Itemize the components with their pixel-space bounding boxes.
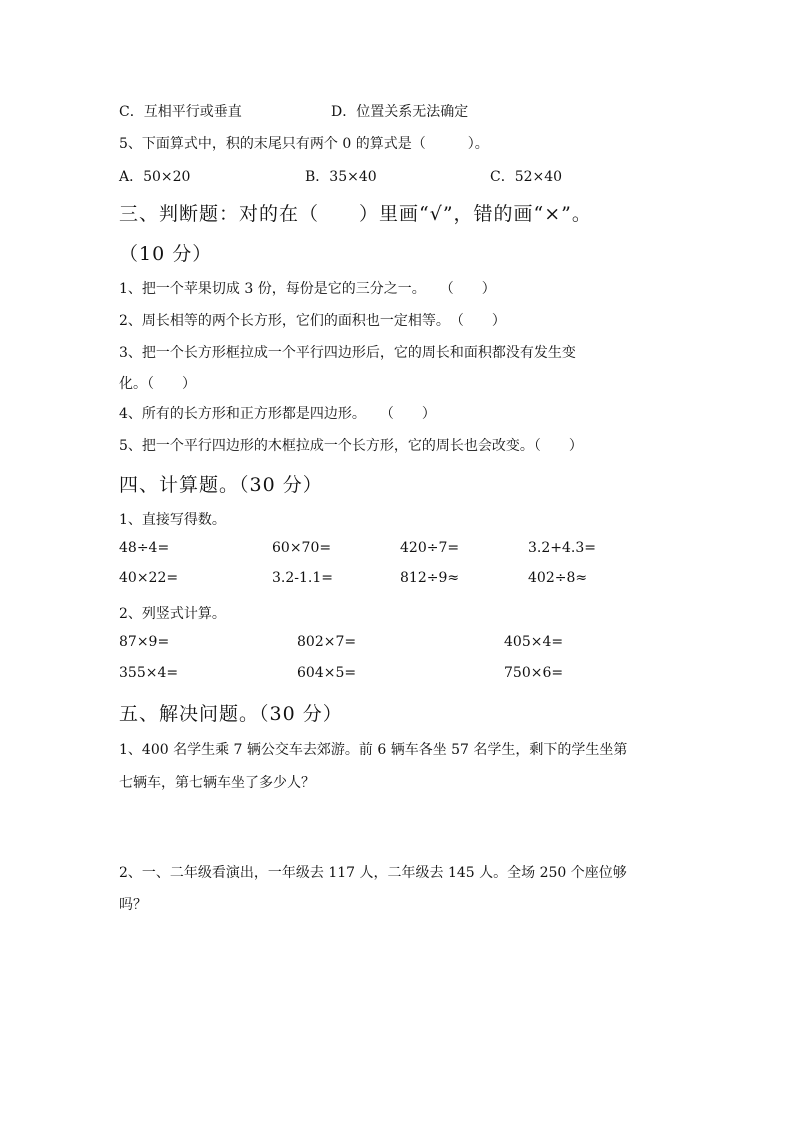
- calc-item: 812÷9≈: [400, 570, 460, 586]
- section4-heading: 四、计算题。（30 分）: [119, 474, 323, 496]
- judge-item-5: 5、把一个平行四边形的木框拉成一个长方形，它的周长也会改变。（ ）: [119, 438, 583, 454]
- section5-heading: 五、解决问题。（30 分）: [119, 703, 343, 725]
- q4-option-d: D．位置关系无法确定: [331, 104, 469, 120]
- calc-item: 60×70=: [272, 540, 332, 556]
- q5-option-c: C．52×40: [490, 169, 563, 185]
- calc-item: 48÷4=: [119, 540, 170, 556]
- judge-item-3-cont: 化。（ ）: [119, 376, 196, 392]
- vertical-calc-item: 355×4=: [119, 665, 179, 681]
- problem-1-line-2: 七辆车，第七辆车坐了多少人？: [119, 775, 315, 791]
- judge-item-4: 4、所有的长方形和正方形都是四边形。 （ ）: [119, 406, 436, 422]
- q5-option-b: B．35×40: [305, 169, 377, 185]
- judge-item-3: 3、把一个长方形框拉成一个平行四边形后，它的周长和面积都没有发生变: [119, 345, 576, 361]
- vertical-calc-item: 87×9=: [119, 634, 170, 650]
- q5-stem: 5、下面算式中，积的末尾只有两个 0 的算式是（ ）。: [119, 136, 489, 152]
- section3-points: （10 分）: [119, 243, 213, 265]
- vertical-calc-item: 750×6=: [504, 665, 564, 681]
- judge-item-1: 1、把一个苹果切成 3 份，每份是它的三分之一。 （ ）: [119, 281, 496, 297]
- vertical-calc-item: 604×5=: [297, 665, 357, 681]
- problem-2-line-1: 2、一、二年级看演出，一年级去 117 人，二年级去 145 人。全场 250 个座位够: [119, 865, 627, 881]
- q4-option-c: C．互相平行或垂直: [119, 104, 242, 120]
- judge-item-2: 2、周长相等的两个长方形，它们的面积也一定相等。 （ ）: [119, 313, 506, 329]
- section4-sub2: 2、列竖式计算。: [119, 606, 226, 622]
- calc-item: 3.2-1.1=: [272, 570, 333, 586]
- calc-item: 402÷8≈: [528, 570, 588, 586]
- calc-item: 3.2+4.3=: [528, 540, 596, 556]
- problem-2-line-2: 吗？: [119, 897, 147, 913]
- section3-heading: 三、判断题：对的在（ ）里画“√”，错的画“×”。: [119, 203, 592, 225]
- vertical-calc-item: 405×4=: [504, 634, 564, 650]
- problem-1-line-1: 1、400 名学生乘 7 辆公交车去郊游。前 6 辆车各坐 57 名学生，剩下的学生坐第: [119, 742, 628, 758]
- calc-item: 420÷7=: [400, 540, 460, 556]
- vertical-calc-item: 802×7=: [297, 634, 357, 650]
- section4-sub1: 1、直接写得数。: [119, 512, 226, 528]
- q5-option-a: A．50×20: [119, 169, 191, 185]
- calc-item: 40×22=: [119, 570, 179, 586]
